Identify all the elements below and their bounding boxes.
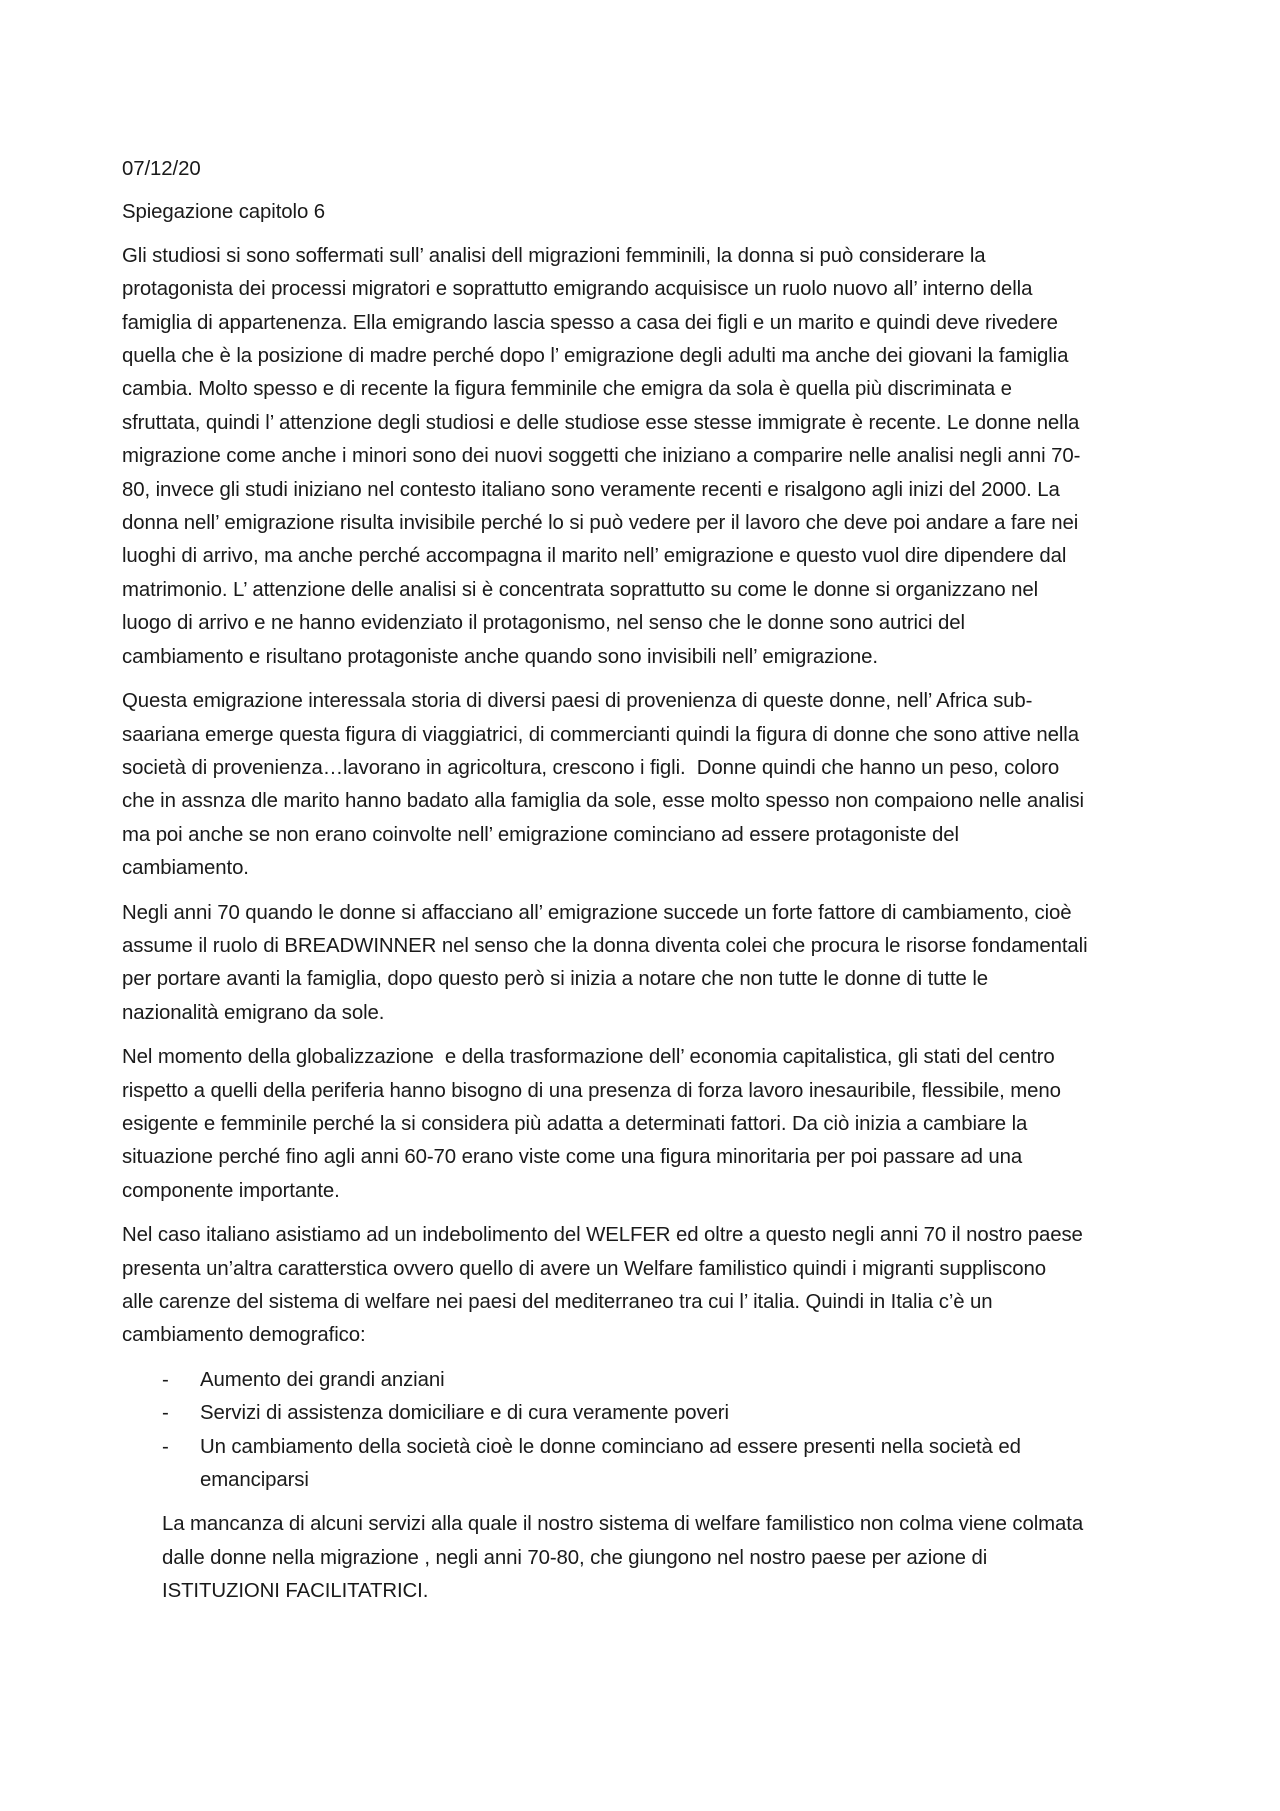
text-line: Negli anni 70 quando le donne si affacciano all’ emigrazione succede un forte fattore di cambiamento, cioè xyxy=(122,901,1072,924)
bullet-list xyxy=(122,1364,1162,1498)
paragraph xyxy=(122,240,1162,674)
text-line: Nel momento della globalizzazione e della trasformazione dell’ economia capitalistica, gli stati del centro xyxy=(122,1046,1055,1069)
text-line: Nel caso italiano asistiamo ad un indebolimento del WELFER ed oltre a questo negli anni 70 il nostro paese xyxy=(122,1224,1083,1247)
bullet-dash: - xyxy=(162,1368,169,1391)
text-line: luogo di arrivo e ne hanno evidenziato il protagonismo, nel senso che le donne sono autrici del xyxy=(122,612,965,635)
list-item-text: Servizi di assistenza domiciliare e di cura veramente poveri xyxy=(200,1402,729,1425)
text-line: componente importante. xyxy=(122,1179,340,1202)
text-line: protagonista dei processi migratori e soprattutto emigrando acquisisce un ruolo nuovo all’ interno della xyxy=(122,278,1033,301)
text-line: cambiamento e risultano protagoniste anche quando sono invisibili nell’ emigrazione. xyxy=(122,645,878,668)
text-line: che in assnza dle marito hanno badato alla famiglia da sole, esse molto spesso non compaiono nelle analisi xyxy=(122,790,1084,813)
list-item xyxy=(122,1431,1162,1498)
text-line: famiglia di appartenenza. Ella emigrando lascia spesso a casa dei figli e un marito e quindi deve rivedere xyxy=(122,311,1058,334)
text-line: rispetto a quelli della periferia hanno bisogno di una presenza di forza lavoro inesauribile, flessibile, meno xyxy=(122,1079,1061,1102)
bullet-dash: - xyxy=(162,1435,169,1458)
text-line: saariana emerge questa figura di viaggiatrici, di commercianti quindi la figura di donne che sono attive nella xyxy=(122,723,1079,746)
paragraph xyxy=(122,1041,1162,1208)
list-item-text: Aumento dei grandi anziani xyxy=(200,1368,445,1391)
text-line: cambiamento. xyxy=(122,857,249,880)
text-line: luoghi di arrivo, ma anche perché accompagna il marito nell’ emigrazione e questo vuol dire dipendere dal xyxy=(122,545,1067,568)
text-line: 80, invece gli studi iniziano nel contesto italiano sono veramente recenti e risalgono agli inizi del 2000. La xyxy=(122,478,1060,501)
document-date: 07/12/20 xyxy=(122,158,201,180)
text-line: Gli studiosi si sono soffermati sull’ analisi dell migrazioni femminili, la donna si può considerare la xyxy=(122,244,986,267)
paragraph xyxy=(122,685,1162,885)
text-line: alle carenze del sistema di welfare nei paesi del mediterraneo tra cui l’ italia. Quindi in Italia c’è un xyxy=(122,1291,993,1313)
list-item-text: Un cambiamento della società cioè le donne cominciano ad essere presenti nella società ed xyxy=(200,1435,1021,1458)
document-page xyxy=(122,153,1162,1620)
paragraph xyxy=(122,897,1162,1031)
list-item-text: emanciparsi xyxy=(200,1469,309,1492)
text-line: dalle donne nella migrazione , negli anni 70-80, che giungono nel nostro paese per azione di xyxy=(162,1546,988,1569)
body-paragraphs xyxy=(122,240,1162,1353)
bullet-dash: - xyxy=(162,1402,169,1425)
paragraph xyxy=(122,1219,1162,1353)
text-line: quella che è la posizione di madre perché dopo l’ emigrazione degli adulti ma anche dei giovani la famiglia xyxy=(122,345,1069,368)
list-item xyxy=(122,1397,1162,1430)
text-line: presenta un’altra caratterstica ovvero quello di avere un Welfare familistico quindi i migranti suppliscono xyxy=(122,1257,1046,1280)
text-line: migrazione come anche i minori sono dei nuovi soggetti che iniziano a comparire nelle analisi negli anni 70- xyxy=(122,445,1081,468)
text-line: esigente e femminile perché la si considera più adatta a determinati fattori. Da ciò inizia a cambiare la xyxy=(122,1112,1028,1135)
text-line: ma poi anche se non erano coinvolte nell’ emigrazione cominciano ad essere protagoniste del xyxy=(122,823,959,846)
document-title: Spiegazione capitolo 6 xyxy=(122,201,325,224)
text-line: società di provenienza…lavorano in agricoltura, crescono i figli. Donne quindi che hanno un peso, coloro xyxy=(122,756,1060,779)
text-line: ISTITUZIONI FACILITATRICI. xyxy=(162,1580,429,1603)
text-line: donna nell’ emigrazione risulta invisibile perché lo si può vedere per il lavoro che deve poi andare a fare nei xyxy=(122,512,1079,535)
closing-paragraph xyxy=(122,1508,1162,1608)
text-line: per portare avanti la famiglia, dopo questo però si inizia a notare che non tutte le donne di tutte le xyxy=(122,968,989,991)
text-line: assume il ruolo di BREADWINNER nel senso che la donna diventa colei che procura le risorse fondamentali xyxy=(122,934,1088,957)
text-line: La mancanza di alcuni servizi alla quale il nostro sistema di welfare familistico non colma viene colmata xyxy=(162,1513,1084,1536)
text-line: sfruttata, quindi l’ attenzione degli studiosi e delle studiose esse stesse immigrate è recente. Le donne nella xyxy=(122,411,1080,434)
text-line: nazionalità emigrano da sole. xyxy=(122,1001,385,1024)
text-line: Questa emigrazione interessala storia di diversi paesi di provenienza di queste donne, nell’ Africa sub- xyxy=(122,690,1033,713)
text-line: matrimonio. L’ attenzione delle analisi si è concentrata soprattutto su come le donne si organizzano nel xyxy=(122,578,1039,601)
text-line: cambiamento demografico: xyxy=(122,1324,366,1347)
list-item xyxy=(122,1364,1162,1397)
text-line: situazione perché fino agli anni 60-70 erano viste come una figura minoritaria per poi passare ad una xyxy=(122,1146,1023,1169)
text-line: cambia. Molto spesso e di recente la figura femminile che emigra da sola è quella più discriminata e xyxy=(122,378,1012,401)
